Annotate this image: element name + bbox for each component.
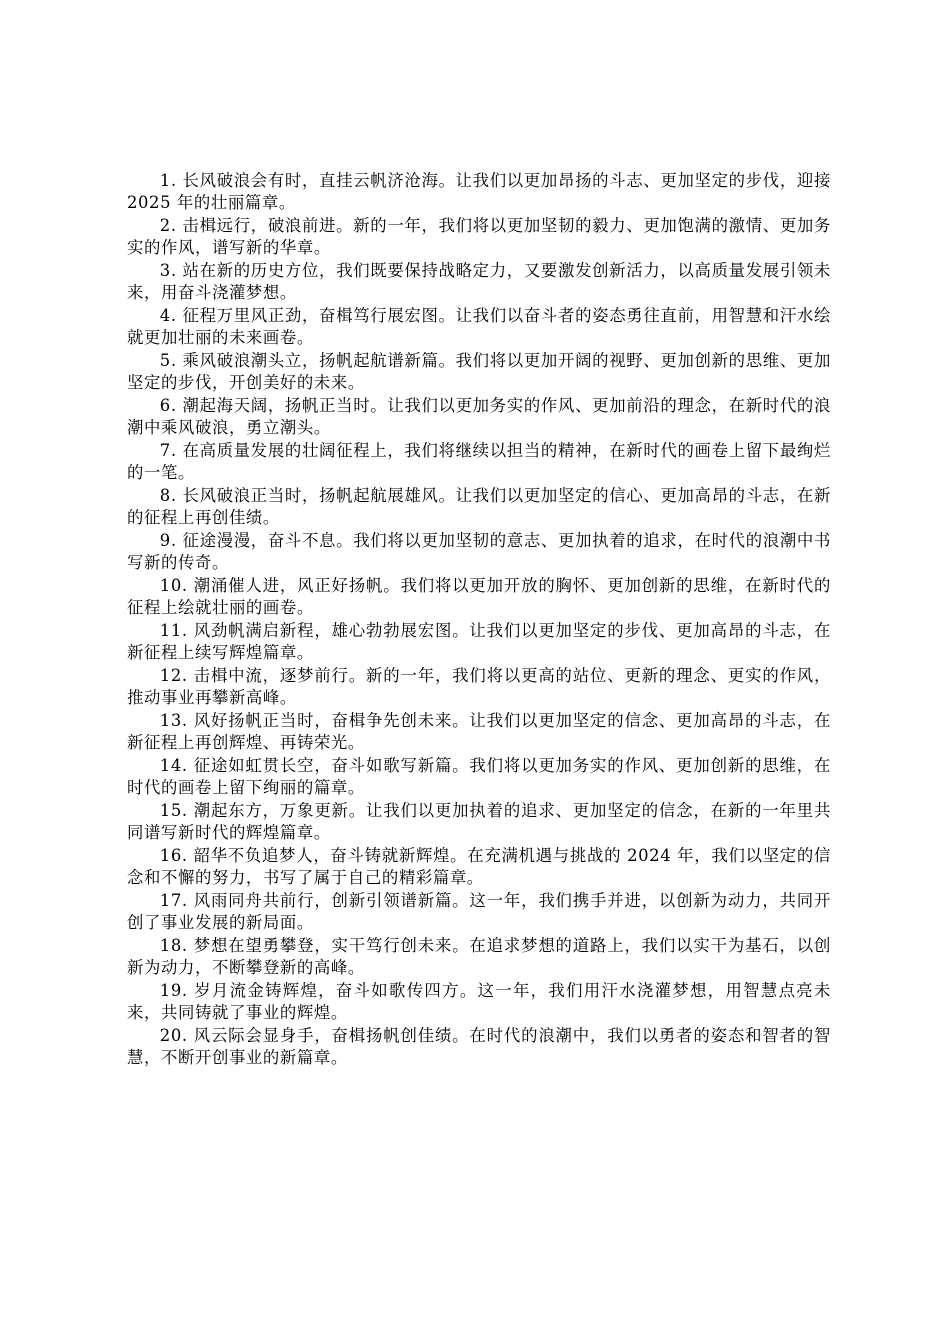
paragraph-17: 17. 风雨同舟共前行，创新引领谱新篇。这一年，我们携手并进，以创新为动力，共同开创了事业发展的新局面。 — [127, 891, 831, 932]
paragraph-2: 2. 击楫远行，破浪前进。新的一年，我们将以更加坚韧的毅力、更加饱满的激情、更加务实的作风，谱写新的华章。 — [127, 216, 831, 257]
paragraph-9: 9. 征途漫漫，奋斗不息。我们将以更加坚韧的意志、更加执着的追求，在时代的浪潮中书写新的传奇。 — [127, 531, 831, 572]
paragraph-16: 16. 韶华不负追梦人，奋斗铸就新辉煌。在充满机遇与挑战的 2024 年，我们以坚定的信念和不懈的努力，书写了属于自己的精彩篇章。 — [127, 846, 831, 887]
paragraph-12: 12. 击楫中流，逐梦前行。新的一年，我们将以更高的站位、更新的理念、更实的作风，推动事业再攀新高峰。 — [127, 666, 831, 707]
paragraph-8: 8. 长风破浪正当时，扬帆起航展雄风。让我们以更加坚定的信心、更加高昂的斗志，在新的征程上再创佳绩。 — [127, 486, 831, 527]
paragraph-4: 4. 征程万里风正劲，奋楫笃行展宏图。让我们以奋斗者的姿态勇往直前，用智慧和汗水绘就更加壮丽的未来画卷。 — [127, 306, 831, 347]
paragraph-20: 20. 风云际会显身手，奋楫扬帆创佳绩。在时代的浪潮中，我们以勇者的姿态和智者的智慧，不断开创事业的新篇章。 — [127, 1026, 831, 1067]
paragraph-1: 1. 长风破浪会有时，直挂云帆济沧海。让我们以更加昂扬的斗志、更加坚定的步伐，迎接 2025 年的壮丽篇章。 — [127, 171, 831, 212]
paragraph-14: 14. 征途如虹贯长空，奋斗如歌写新篇。我们将以更加务实的作风、更加创新的思维，在时代的画卷上留下绚丽的篇章。 — [127, 756, 831, 797]
paragraph-19: 19. 岁月流金铸辉煌，奋斗如歌传四方。这一年，我们用汗水浇灌梦想，用智慧点亮未来，共同铸就了事业的辉煌。 — [127, 981, 831, 1022]
paragraph-18: 18. 梦想在望勇攀登，实干笃行创未来。在追求梦想的道路上，我们以实干为基石，以创新为动力，不断攀登新的高峰。 — [127, 936, 831, 977]
paragraph-10: 10. 潮涌催人进，风正好扬帆。我们将以更加开放的胸怀、更加创新的思维，在新时代的征程上绘就壮丽的画卷。 — [127, 576, 831, 617]
paragraph-15: 15. 潮起东方，万象更新。让我们以更加执着的追求、更加坚定的信念，在新的一年里共同谱写新时代的辉煌篇章。 — [127, 801, 831, 842]
paragraph-6: 6. 潮起海天阔，扬帆正当时。让我们以更加务实的作风、更加前沿的理念，在新时代的浪潮中乘风破浪，勇立潮头。 — [127, 396, 831, 437]
paragraph-11: 11. 风劲帆满启新程，雄心勃勃展宏图。让我们以更加坚定的步伐、更加高昂的斗志，在新征程上续写辉煌篇章。 — [127, 621, 831, 662]
paragraph-7: 7. 在高质量发展的壮阔征程上，我们将继续以担当的精神，在新时代的画卷上留下最绚烂的一笔。 — [127, 441, 831, 482]
paragraph-5: 5. 乘风破浪潮头立，扬帆起航谱新篇。我们将以更加开阔的视野、更加创新的思维、更加坚定的步伐，开创美好的未来。 — [127, 351, 831, 392]
document-body — [127, 170, 831, 1070]
paragraph-3: 3. 站在新的历史方位，我们既要保持战略定力，又要激发创新活力，以高质量发展引领未来，用奋斗浇灌梦想。 — [127, 261, 831, 302]
paragraph-13: 13. 风好扬帆正当时，奋楫争先创未来。让我们以更加坚定的信念、更加高昂的斗志，在新征程上再创辉煌、再铸荣光。 — [127, 711, 831, 752]
